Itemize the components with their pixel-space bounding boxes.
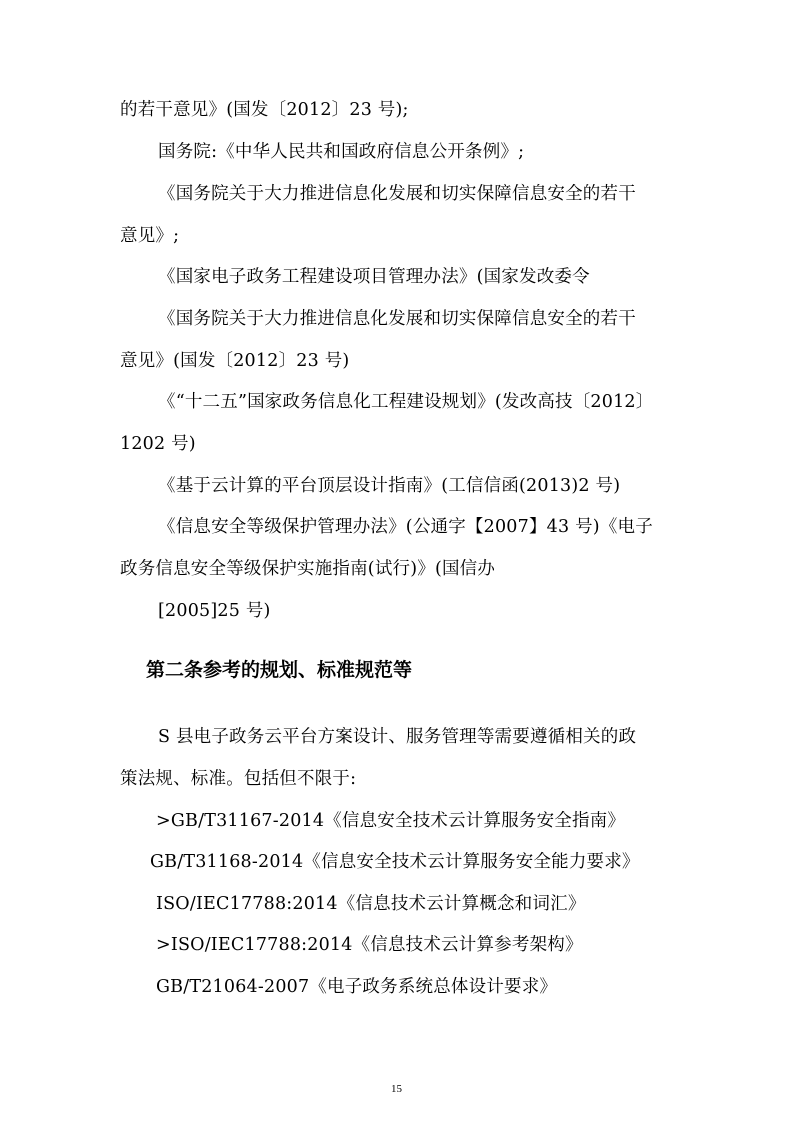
standard-item-1: >GB/T31167-2014《信息安全技术云计算服务安全指南》 (156, 811, 626, 831)
text-line-1: 的若干意见》(国发〔2012〕23 号); (120, 100, 409, 120)
paragraph-line-2: 策法规、标准。包括但不限于: (120, 769, 357, 789)
text-line-2: 国务院:《中华人民共和国政府信息公开条例》; (158, 142, 525, 162)
text-line-9: 1202 号) (120, 434, 196, 454)
text-line-13: [2005]25 号) (158, 601, 271, 621)
page-number: 15 (391, 1083, 402, 1095)
text-line-6: 《国务院关于大力推进信息化发展和切实保障信息安全的若干 (158, 309, 636, 329)
text-line-7: 意见》(国发〔2012〕23 号) (120, 351, 350, 371)
standard-item-4: >ISO/IEC17788:2014《信息技术云计算参考架构》 (156, 935, 583, 955)
text-line-10: 《基于云计算的平台顶层设计指南》(工信信函(2013)2 号) (158, 476, 621, 496)
standard-item-2: GB/T31168-2014《信息安全技术云计算服务安全能力要求》 (150, 852, 640, 872)
text-line-3: 《国务院关于大力推进信息化发展和切实保障信息安全的若干 (158, 184, 636, 204)
section-heading: 第二条参考的规划、标准规范等 (146, 659, 413, 681)
standard-item-3: ISO/IEC17788:2014《信息技术云计算概念和词汇》 (156, 894, 586, 914)
standard-item-5: GB/T21064-2007《电子政务系统总体设计要求》 (156, 977, 558, 997)
text-line-8: 《“十二五”国家政务信息化工程建设规划》(发改高技〔2012〕 (158, 392, 654, 412)
paragraph-line-1: S 县电子政务云平台方案设计、服务管理等需要遵循相关的政 (158, 727, 637, 747)
text-line-12: 政务信息安全等级保护实施指南(试行)》(国信办 (120, 559, 496, 579)
text-line-4: 意见》; (120, 226, 180, 246)
text-line-5: 《国家电子政务工程建设项目管理办法》(国家发改委令 (158, 267, 590, 287)
text-line-11: 《信息安全等级保护管理办法》(公通字【2007】43 号)《电子 (158, 517, 653, 537)
